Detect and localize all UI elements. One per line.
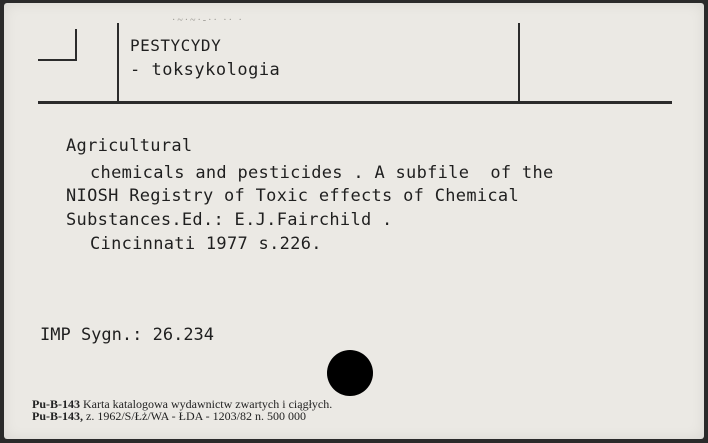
footer-code-1: Pu-B-143 [32, 397, 80, 411]
punch-hole [327, 350, 373, 396]
entry-line-4: Substances.Ed.: E.J.Fairchild . [66, 210, 393, 230]
header-divider-left [117, 23, 119, 103]
subject-heading: PESTYCYDY [130, 36, 222, 55]
footer-code-2: Pu-B-143, [32, 409, 83, 423]
faint-stamp-mark: ·~·~·-·· ·· · [172, 15, 244, 26]
corner-box-line-horizontal [38, 59, 76, 61]
call-number-value: 26.234 [152, 325, 215, 345]
call-number-label: IMP Sygn.: [40, 325, 143, 345]
subject-subheading: - toksykologia [130, 60, 281, 80]
call-number [40, 325, 214, 345]
entry-line-3: NIOSH Registry of Toxic effects of Chemical [66, 186, 519, 206]
header-underline [38, 101, 672, 104]
header-divider-right [518, 23, 520, 103]
footer-text-2: z. 1962/S/Łż/WA - ŁDA - 1203/82 n. 500 000 [86, 409, 306, 423]
footer-line-2 [32, 409, 306, 424]
entry-line-2: chemicals and pesticides . A subfile of the [90, 163, 554, 183]
entry-line-5: Cincinnati 1977 s.226. [90, 234, 322, 254]
footer-text-1: Karta katalogowa wydawnictw zwartych i ciągłych. [83, 397, 333, 411]
catalog-card [4, 3, 704, 439]
entry-line-1: Agricultural [66, 136, 193, 156]
corner-box-line-vertical [75, 29, 77, 61]
